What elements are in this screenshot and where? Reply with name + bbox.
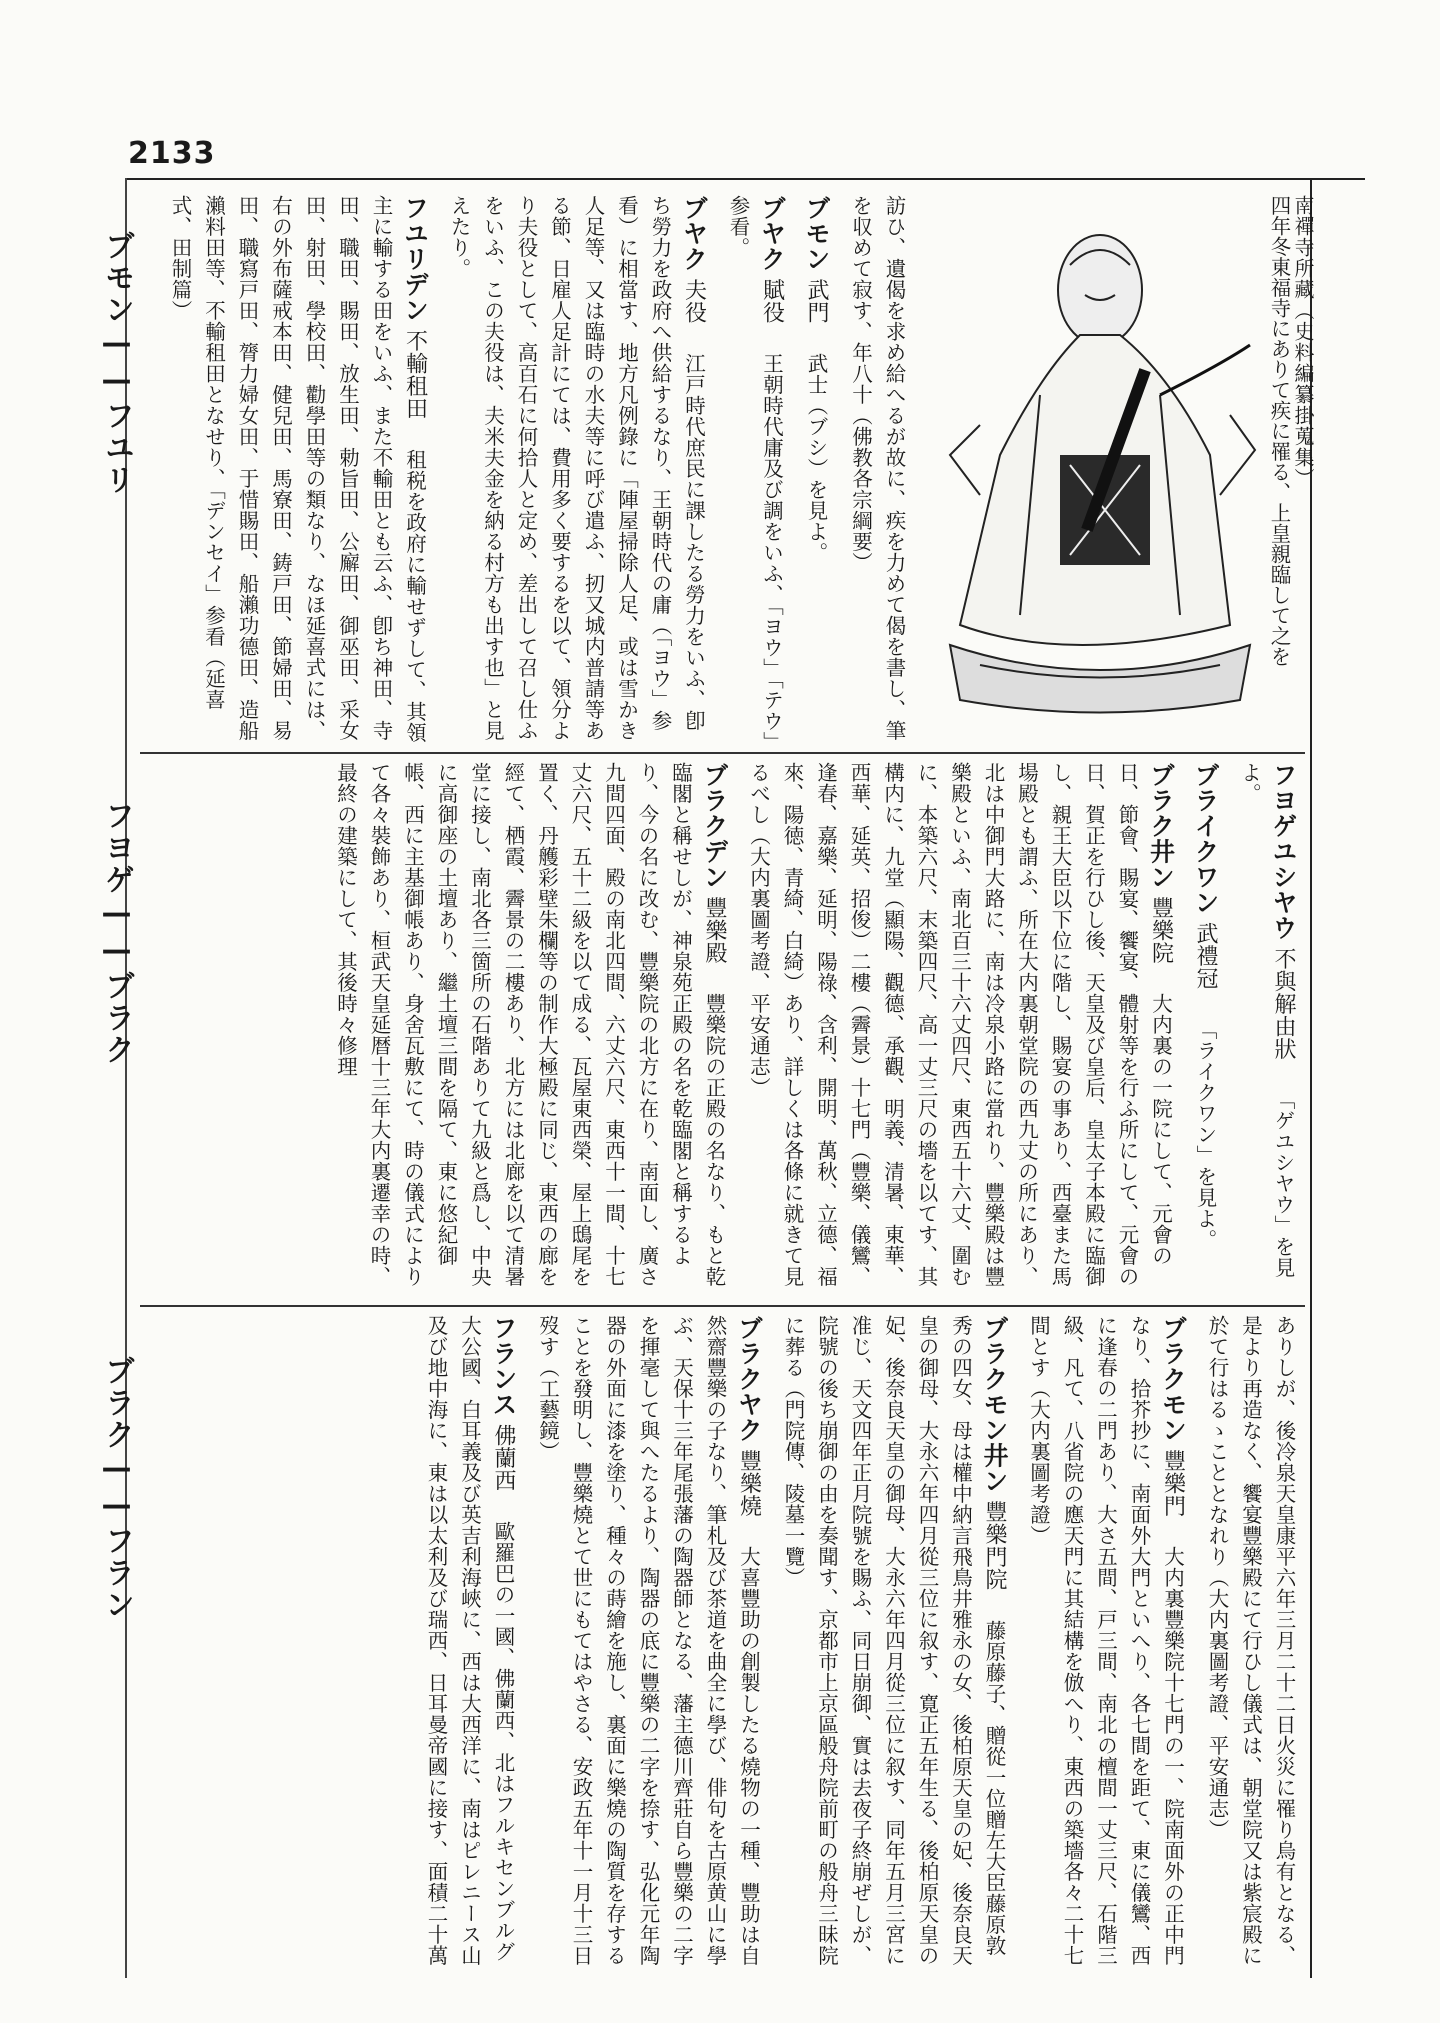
section-top: [150, 195, 1315, 743]
entry-headword: ブラク井ン: [1146, 762, 1176, 890]
entry-term: 賦役: [759, 278, 785, 324]
entry: [530, 1315, 766, 1975]
entry-term: 豐樂門院: [982, 1500, 1007, 1591]
entry-body: 大喜豐助の創製したる燒物の一種、豐助は自然齋豐樂の子なり、筆札及び茶道を曲全に學び、俳句を古原黄山に學ぶ、天保十三年尾張藩の陶器師となる、藩主德川齊莊自ら豐樂の二字を揮毫して與へたるより、陶器の底に豐樂の二字を捺す、弘化元年陶器の外面に漆を塗り、種々の蒔繪を施し、裏面に樂燒の陶質を存することを發明し、豐樂燒とて世にもてはやさる、安政五年十一月十三日歿す（工藝鏡）: [535, 1315, 761, 1967]
section-bottom: [150, 1315, 1300, 1975]
entry: [721, 195, 789, 743]
entry: [163, 195, 432, 743]
section-divider: [140, 1305, 1305, 1307]
entry-headword: ブラクモン: [1158, 1315, 1188, 1443]
entry-term: 武禮冠: [1193, 922, 1218, 990]
side-note: 四年冬東福寺にありて疾に罹る、上皇親臨して之を: [1267, 195, 1291, 667]
entry-headword: ブラクデン: [700, 762, 729, 890]
entry: [776, 1315, 1012, 1975]
entry-term: 不與解由狀: [1271, 947, 1296, 1061]
entry-body: 大内裏豐樂院十七門の一、院南面外の正中門なり、拾芥抄に、南面外大門といへり、各七間を距て、東に儀鸞、西に逢春の二門あり、大さ五間、戸三間、南北の檀間一丈三尺、石階三級、凡て、八省院の應天門に其結構を倣へり、東西の築墻各々二十七間とす（大内裏圖考證）: [1026, 1315, 1185, 1967]
entry: [442, 195, 711, 743]
entry-body: 大内裏の一院にして、元會の日、節會、賜宴、饗宴、體射等を行ふ所にして、元會の日、賀正を行ひし後、天皇及び皇后、皇太子本殿に臨御し、親王大臣以下位に階し、賜宴の事あり、西臺また馬場殿とも謂ふ、所在大内裏朝堂院の西九丈の所にあり、北は中御門大路に、南は冷泉小路に當れり、豐樂殿は豐樂殿といふ、南北百三十六丈四尺、東西五十六丈、圍むに、本築六尺、末築四尺、高一丈三尺の墻を以てす、其構内に、九堂（顯陽、觀德、承觀、明義、清暑、東華、西華、延英、招俊）二樓（霽景）十七門（豐樂、儀鸞、逢春、嘉樂、延明、陽祿、含利、開明、萬秋、立德、福來、陽徳、青綺、白綺）あり、詳しくは各條に就きて見るべし（大内裏圖考證、平安通志）: [746, 762, 1173, 1287]
entry-headword: ブモン: [802, 195, 831, 272]
entries-column: [150, 1315, 1300, 1975]
entry-headword: ブラクヤク: [734, 1315, 764, 1443]
entry-term: 佛蘭西: [491, 1424, 516, 1492]
entry-body: 租税を政府に輸せずして、其領主に輸する田をいふ、また不輸田とも云ふ、卽ち神田、寺田、職田、賜田、放生田、勅旨田、公廨田、御巫田、采女田、射田、學校田、勸學田等の類なり、なほ延喜式には、右の外布薩戒本田、健兒田、馬寮田、鋳戸田、節婦田、易田、職寫戸田、膂力婦女田、于惜賜田、船瀨功德田、造船瀨料田等、不輸租田となせり、「デンセイ」参看（延喜式、田制篇）: [168, 195, 427, 743]
entry: [419, 1315, 521, 1975]
entry-term: 夫役: [681, 278, 707, 324]
entry-headword: ブヤク: [757, 195, 787, 272]
running-head: フヨゲ——ブラク: [99, 800, 134, 1066]
entry-term: 豐樂門: [1160, 1449, 1186, 1518]
entry-body: 歐羅巴の一國、佛蘭西、北はフルキセンブルグ大公國、白耳義及び英吉利海峽に、西は大西洋に、南はピレニース山及び地中海に、東は以太利及び瑞西、日耳曼帝國に接す、面積二十萬: [424, 1315, 515, 1966]
section-middle: [150, 762, 1300, 1297]
entry-headword: ブラクモン井ン: [980, 1315, 1009, 1494]
entry-body: 藤原藤子、贈從一位贈左大臣藤原敦秀の四女、母は權中納言飛鳥井雅永の女、後柏原天皇の妃、後奈良天皇の御母、大永六年四月從三位に叙す、寛正五年生る、後柏原天皇の妃、後奈良天皇の御母、大永六年四月從三位に叙す、同年五月三宮に准じ、天文四年正月院號を賜ふ、同日崩御、實は去夜子終崩ぜしが、院號の後ち崩御の由を奏聞す、京都市上京區般舟院前町の般舟三昧院に葬る（門院傳、陵墓一覽）: [781, 1315, 1006, 1966]
entry: [328, 762, 731, 1297]
entry: [741, 762, 1178, 1297]
entry-term: 武門: [804, 278, 829, 324]
entries-column: [150, 762, 1300, 1297]
entry-term: 豐樂殿: [702, 896, 727, 965]
entry-body: 「ライクワン」を見よ。: [1193, 1018, 1217, 1250]
entry-body: 武士（ブシ）を見よ。: [804, 352, 828, 563]
entry-body: 「ゲユシヤウ」を見よ。: [1237, 762, 1295, 1279]
entry-headword: フユリデン: [400, 195, 430, 323]
portrait-caption: 南禪寺所藏（史料編纂掛蒐集）: [1291, 195, 1315, 489]
entry: [1021, 1315, 1190, 1975]
entry: [1232, 762, 1300, 1297]
entry-body: 訪ひ、遺偈を求め給へるが故に、疾を力めて偈を書し、筆を収めて寂す、年八十（佛教各宗綱要）: [848, 195, 906, 741]
entry-body: 江戸時代庶民に課したる勞力をいふ、卽ち勞力を政府へ供給するなり、王朝時代の庸（「ヨウ」参看）に相當す、地方凡例錄に「陣屋掃除人足、或は雪かき人足等、又は臨時の水夫等に呼び遣ふ、扨又城内普請等ある節、日雇人足計にては、費用多く要するを以て、領分より夫役として、高百石に何拾人と定め、差出して召し仕ふをいふ、この夫役は、夫米夫金を納る村方も出す也」と見えたり。: [447, 195, 706, 741]
running-head: ブラク——フラン: [99, 1355, 134, 1621]
entry-term: 豐樂院: [1148, 896, 1174, 965]
entry: [1188, 762, 1223, 1297]
entry-headword: フランス: [489, 1315, 518, 1417]
entry-headword: フヨゲユシヤウ: [1269, 762, 1298, 941]
page-number: 2133: [128, 136, 216, 171]
entry: [843, 195, 910, 743]
entry-headword: ブヤク: [679, 195, 709, 272]
entries-column: [150, 195, 910, 743]
entry: [1200, 1315, 1301, 1975]
entry-term: 不輸租田: [402, 329, 428, 420]
running-head: ブモン——フユリ: [99, 230, 134, 496]
entry-headword: ブライクワン: [1191, 762, 1220, 915]
entry-body: ありしが、後冷泉天皇康平六年三月二十二日火災に罹り烏有となる、是より再造なく、饗宴豐樂殿にて行ひし儀式は、朝堂院又は紫宸殿に於て行はるゝこととなれり（大内裏圖考證、平安通志）: [1205, 1315, 1296, 1966]
entry-term: 豐樂燒: [736, 1449, 762, 1518]
entry-body: 豐樂院の正殿の名なり、もと乾臨閣と稱せしが、神泉苑正殿の名を乾臨閣と稱するより、今の名に改む、豐樂院の北方に在り、南面し、廣さ九間四面、殿の南北四間、六丈六尺、東西十一間、十七丈六尺、五十二級を以て成る、瓦屋東西榮、屋上鴟尾を置く、丹艧彩壁朱欄等の制作大極殿に同じ、東西の廊を經て、栖霞、霽景の二樓あり、北方には北廊を以て清暑堂に接し、南北各三箇所の石階ありて九級と爲し、中央に高御座の土壇あり、繼土壇三間を隔て、東に悠紀御帳、西に主基御帳あり、身舍瓦敷にて、時の儀式によりて各々裝飾あり、桓武天皇延暦十三年大内裏遷幸の時、最終の建築にして、其後時々修理: [333, 762, 726, 1288]
section-divider: [140, 752, 1305, 754]
entry: [799, 195, 834, 743]
entry-body: 王朝時代庸及び調をいふ、「ヨウ」「テウ」参看。: [726, 195, 784, 742]
frame-top-rule: [125, 178, 1365, 180]
